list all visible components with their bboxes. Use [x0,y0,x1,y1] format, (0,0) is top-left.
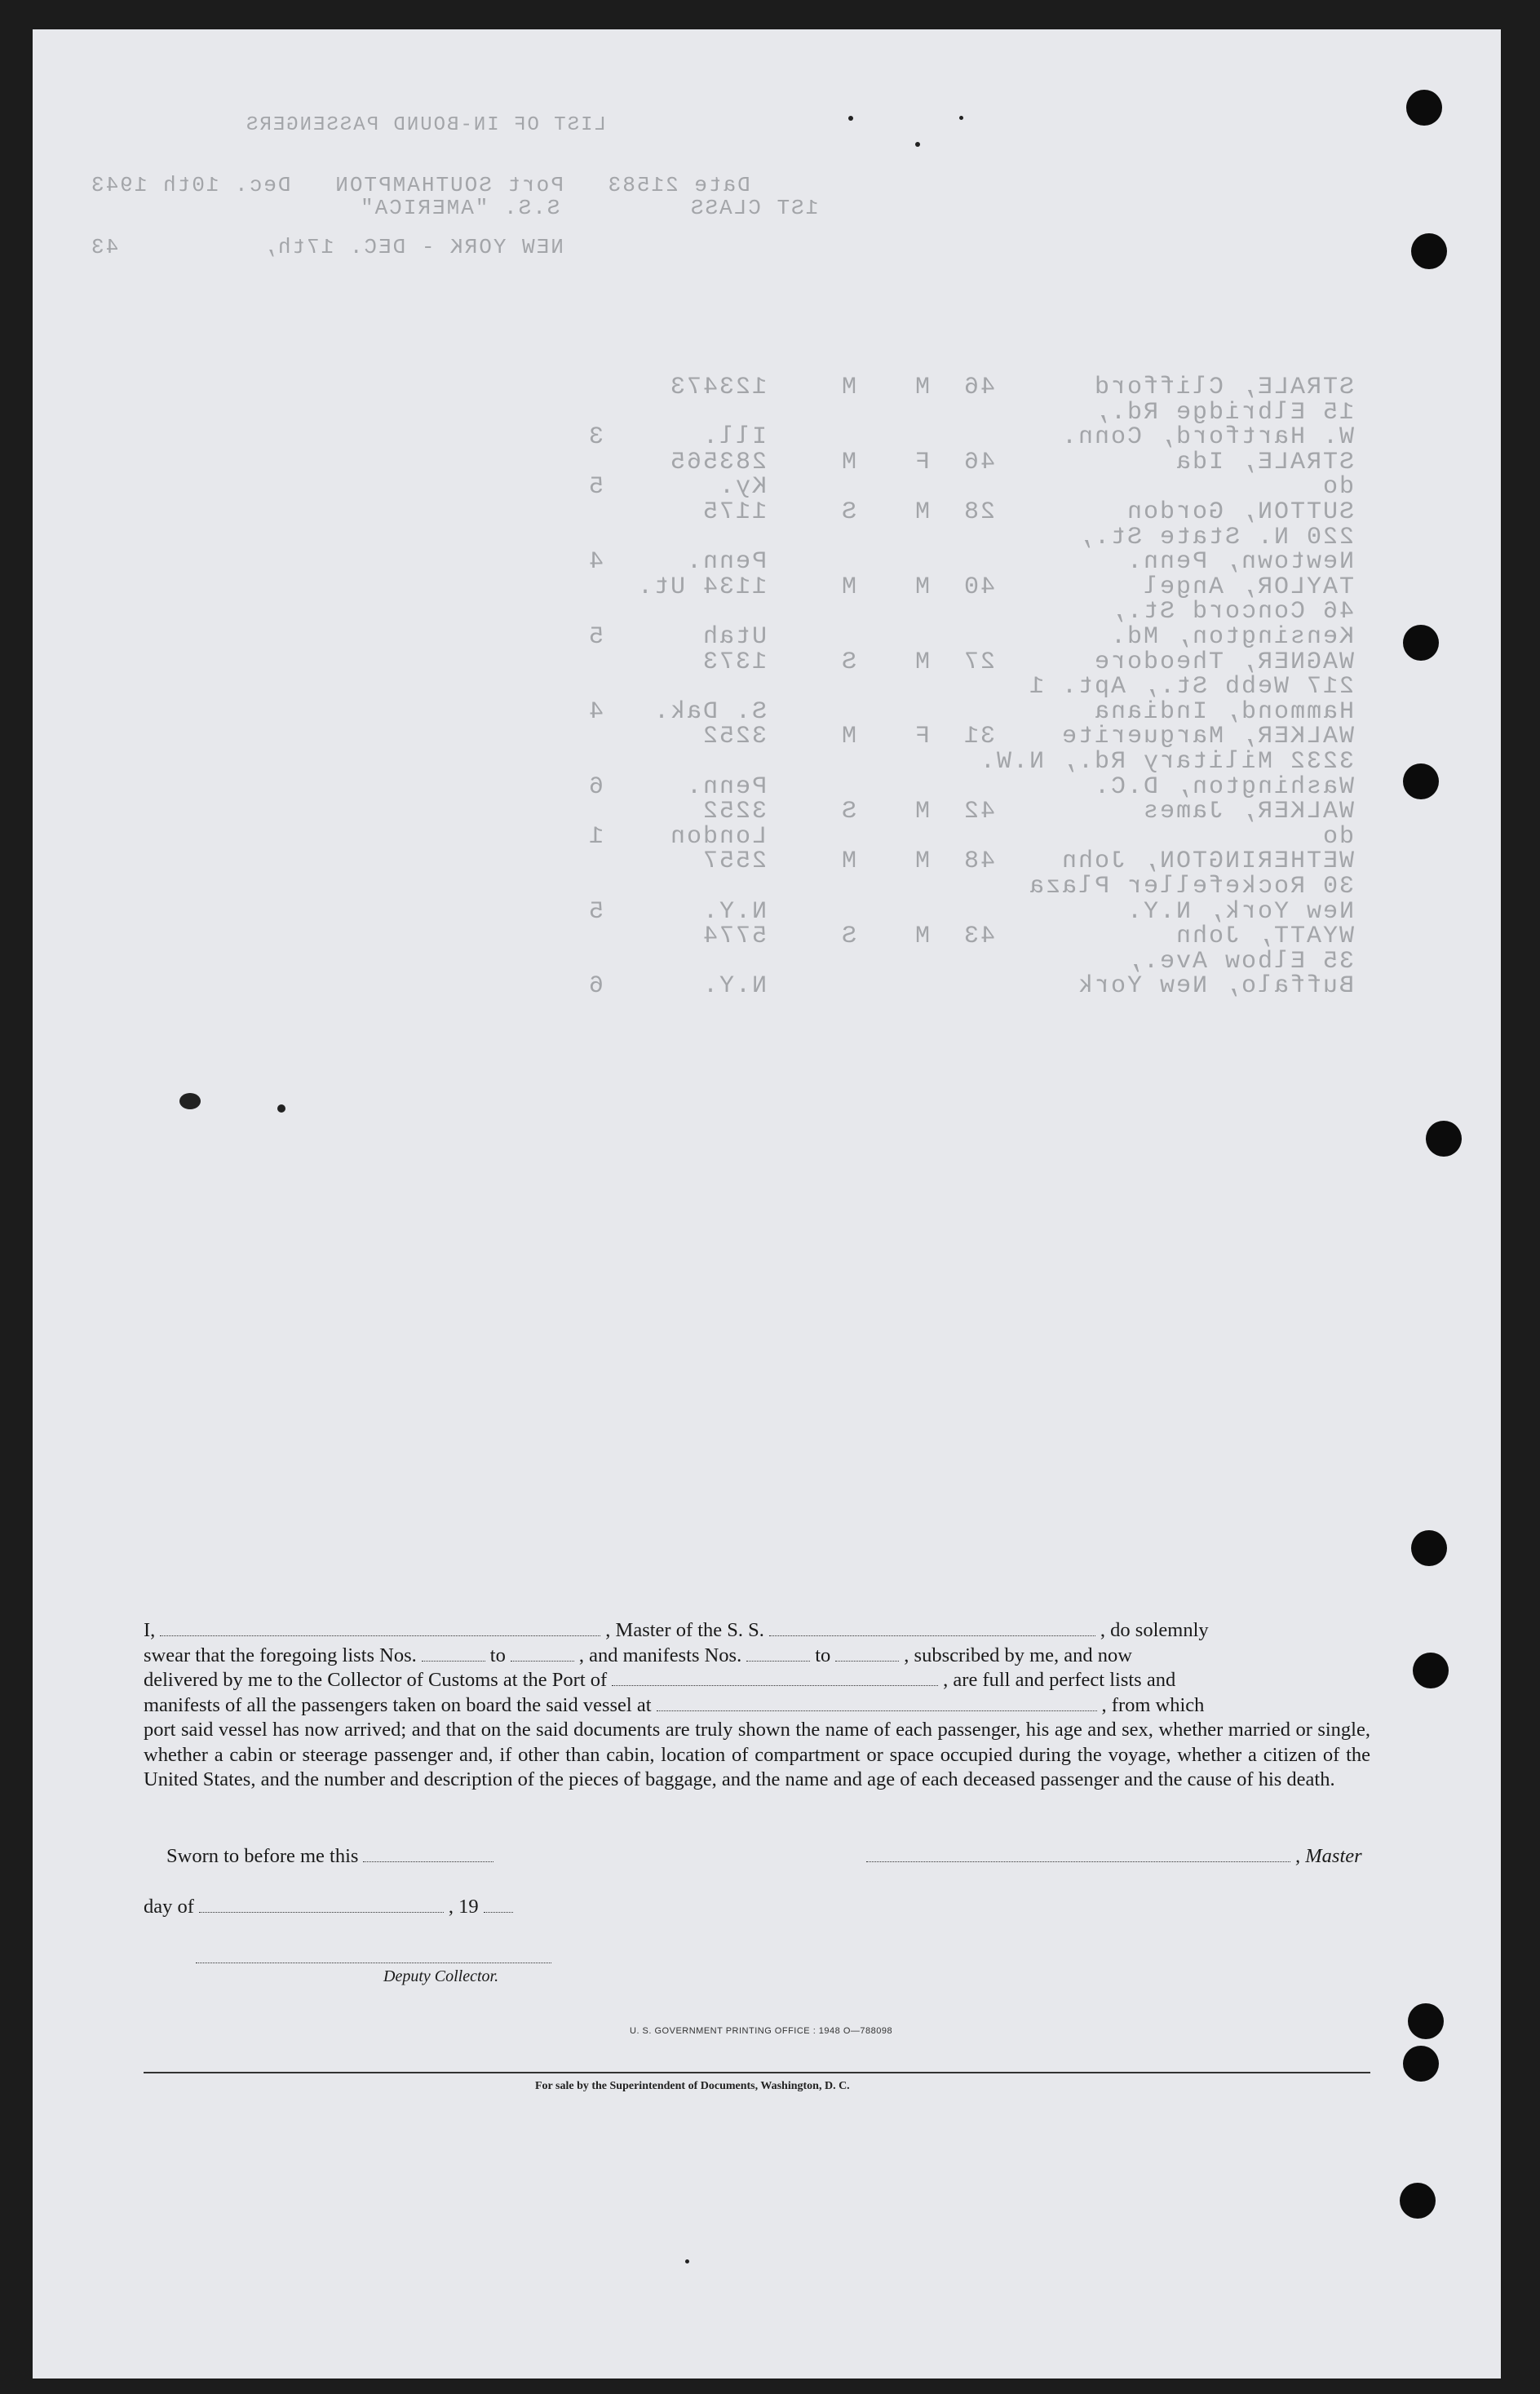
bleed-cell-name: Washington, D.C. [1092,772,1354,801]
ink-speck [685,2259,689,2263]
bleed-cell-name: WALKER, Marguerite [1060,723,1354,751]
bleed-cell-age [930,399,995,427]
bleed-cell-no: Penn. [684,548,767,577]
oath-paragraph [144,1618,1370,1793]
bleed-cell-status: M [839,723,856,751]
bleed-row [489,648,1354,676]
gpo-imprint: U. S. GOVERNMENT PRINTING OFFICE : 1948 O—788098 [630,2026,893,2036]
bleed-row [489,898,1354,926]
bleed-cell-age [930,873,995,901]
bleed-cell-sex [856,399,930,427]
bleed-cell-age [930,623,995,651]
bleed-cell-no: Utah [701,623,767,651]
oath-text: , and manifests Nos. [578,1644,742,1666]
bleed-cell-no: 283565 [668,448,767,476]
bleed-cell-status [767,972,856,1000]
bleed-cell-age [930,748,995,776]
bleed-cell-sex [856,673,930,701]
bleed-cell-cls [489,399,604,427]
bleed-cell-name: TAYLOR, Angel [1141,573,1354,601]
bleed-cell-name: do [1321,822,1354,851]
bleed-cell-sex [856,823,930,851]
bleed-cell-sex: M [913,498,930,526]
bleed-cell-sex [856,473,930,501]
bleed-header: LIST OF IN-BOUND PASSENGERS [245,114,606,136]
bleed-cell-status: M [839,448,856,476]
bleed-cell-status: S [839,648,856,676]
bleed-cell-cls [489,873,604,901]
bleed-cell-name: do [1321,473,1354,502]
bleed-cell-name: 15 Elbridge Rd., [1092,398,1354,427]
bleed-cell-no: 1373 [701,648,767,676]
bleed-cell-age [930,823,995,851]
punch-hole [1403,2046,1439,2082]
bleed-cell-cls: 1 [586,822,604,851]
bleed-cell-no: Penn. [684,772,767,801]
manifest-sheet [33,29,1501,2379]
oath-text: to [815,1644,831,1666]
bleed-cell-cls [489,723,604,750]
bleed-cell-status [767,423,856,451]
bleed-cell-name: New York, N.Y. [1125,897,1354,926]
bleed-cell-sex: M [913,573,930,601]
bleed-cell-cls: 5 [586,897,604,926]
bleed-cell-status [767,948,856,976]
sworn-label: Sworn to before me this [166,1845,359,1867]
bleed-row [489,823,1354,851]
oath-text: delivered by me to the Collector of Customs at the Port of [144,1669,608,1691]
bleed-cell-sex [856,548,930,576]
bleed-cell-no [604,748,767,776]
month-field[interactable] [199,1897,444,1913]
day-line [144,1896,518,1918]
bleed-cell-sex [856,748,930,776]
bleed-cell-status [767,524,856,551]
bleed-cell-status [767,673,856,701]
bleed-cell-name: 3232 Military Rd., N.W. [978,748,1354,776]
bleed-row [489,548,1354,576]
manifest-to-field[interactable] [835,1644,899,1662]
bleed-cell-sex [856,598,930,626]
bleed-cell-status: M [839,847,856,876]
bleed-cell-cls [489,923,604,950]
bleed-cell-name: 30 Rockefeller Plaza [1027,873,1354,901]
bleed-cell-age [930,598,995,626]
bleed-cell-no [604,598,767,626]
bleed-cell-cls: 4 [586,697,604,726]
bleed-cell-age [930,698,995,726]
bleed-cell-no: 5774 [701,923,767,951]
bleed-cell-status [767,773,856,801]
bleed-cell-sex [856,623,930,651]
bleed-cell-age [930,548,995,576]
master-signature-line [861,1845,1362,1868]
oath-text: to [489,1644,506,1666]
bleed-cell-cls [489,573,604,601]
bleed-cell-status: M [839,573,856,601]
year-label: , 19 [448,1896,479,1918]
bleed-row [489,972,1354,1000]
bleed-cell-no [604,399,767,427]
bleed-cell-sex: M [913,374,930,401]
bleed-cell-no: 123473 [668,374,767,401]
bleed-cell-no [604,948,767,976]
oath-text: , Master of the S. S. [605,1619,764,1641]
oath-text: swear that the foregoing lists Nos. [144,1644,417,1666]
bleed-cell-status [767,698,856,726]
oath-text: manifests of all the passengers taken on board the said vessel at [144,1693,652,1716]
oath-text: , do solemnly [1100,1619,1209,1641]
bleed-cell-status: M [839,374,856,401]
bleed-cell-name: WETHERINGTON, John [1060,847,1354,876]
bleed-row [489,374,1354,401]
sworn-line [166,1845,498,1868]
bleed-cell-name: W. Hartford, Conn. [1060,423,1354,452]
bleed-cell-sex [856,948,930,976]
master-name-field[interactable] [160,1619,600,1636]
bleed-cell-status [767,473,856,501]
bleed-cell-cls [489,847,604,875]
bleed-cell-status [767,623,856,651]
bleed-cell-sex: M [913,648,930,676]
bleed-cell-no: 3252 [701,723,767,751]
bleed-cell-no: 2557 [701,847,767,876]
bleed-cell-age [930,773,995,801]
deputy-collector-label: Deputy Collector. [383,1967,499,1985]
bleed-row [489,847,1354,875]
for-sale-notice: For sale by the Superintendent of Documents, Washington, D. C. [535,2080,850,2092]
bleed-cell-cls: 3 [586,423,604,452]
bleed-header: 1ST CLASS S.S. "AMERICA" [359,196,819,220]
bleed-cell-age [930,524,995,551]
bleed-cell-no: London [668,822,767,851]
year-field[interactable] [484,1897,513,1913]
port-field[interactable] [612,1669,938,1686]
bleed-cell-status: S [839,498,856,526]
bleed-row [489,923,1354,950]
bleed-cell-name: Kensington, Md. [1109,623,1354,651]
bleed-cell-no [604,873,767,901]
bleed-cell-age [930,898,995,926]
bleed-cell-age: 28 [962,498,995,526]
bleed-cell-no: N.Y. [701,972,767,1001]
bleed-cell-status [767,823,856,851]
bleed-cell-age: 42 [962,798,995,826]
bleed-cell-no [604,673,767,701]
punch-hole [1408,2003,1444,2039]
oath-text: I, [144,1619,156,1641]
bleed-cell-name: Newtown, Penn. [1125,548,1354,577]
bleed-cell-cls: 6 [586,772,604,801]
ship-name-field[interactable] [769,1619,1095,1636]
bleed-cell-cls [489,598,604,626]
bleed-cell-no [604,524,767,551]
bleed-cell-cls [489,798,604,825]
bleed-cell-sex [856,423,930,451]
bleed-header: NEW YORK - DEC. 17th, 43 [90,235,564,259]
bleed-row [489,573,1354,601]
bleed-cell-cls [489,524,604,551]
bleed-cell-age: 31 [962,723,995,751]
bleed-cell-name: Buffalo, New York [1076,972,1354,1001]
bleed-cell-age: 46 [962,448,995,476]
bleed-cell-sex [856,972,930,1000]
bleed-cell-cls [489,498,604,526]
master-signature-field[interactable] [866,1847,1290,1862]
bleed-cell-age [930,423,995,451]
bleed-cell-age: 46 [962,374,995,401]
bleed-cell-sex: M [913,847,930,876]
bleed-cell-status [767,399,856,427]
bleed-row [489,798,1354,825]
bleed-row [489,873,1354,901]
bleed-row [489,473,1354,501]
bleed-row [489,948,1354,976]
departure-port-field[interactable] [657,1694,1097,1711]
bleed-cell-cls: 4 [586,548,604,577]
bleed-cell-status [767,873,856,901]
bleed-cell-status: S [839,798,856,826]
bleed-cell-no: Ill. [701,423,767,452]
bleed-cell-status [767,548,856,576]
bleed-cell-name: SUTTON, Gordon [1125,498,1354,526]
list-from-field[interactable] [422,1644,485,1662]
bleed-cell-cls [489,374,604,401]
master-label: , Master [1295,1845,1362,1867]
bleed-cell-no: S. Dak. [652,697,767,726]
bleed-cell-status [767,748,856,776]
bleed-cell-status [767,598,856,626]
oath-text: , are full and perfect lists and [943,1669,1176,1691]
bleed-cell-no: 1175 [701,498,767,526]
manifest-from-field[interactable] [746,1644,810,1662]
bleed-cell-age [930,972,995,1000]
bleed-cell-age [930,948,995,976]
bleed-row [489,598,1354,626]
bleed-cell-cls [489,948,604,976]
bleed-cell-sex: M [913,798,930,826]
bleed-row [489,498,1354,526]
bleed-row [489,673,1354,701]
bleed-row [489,524,1354,551]
bleed-cell-name: WALKER, James [1141,798,1354,826]
bleed-cell-age: 48 [962,847,995,876]
bleed-row [489,698,1354,726]
bleed-cell-sex [856,873,930,901]
bleed-cell-name: 35 Elbow Ave., [1125,947,1354,976]
bleed-cell-name: STRALE, Clifford [1092,374,1354,401]
day-of-label: day of [144,1896,194,1918]
bleed-header: Date 21583 Port SOUTHAMPTON Dec. 10th 1943 [90,173,750,197]
bleed-cell-cls [489,673,604,701]
bleed-row [489,773,1354,801]
bleed-row [489,623,1354,651]
punch-hole [1411,1530,1447,1566]
bleed-cell-name: STRALE, Ida [1174,448,1354,476]
bleed-cell-cls [489,748,604,776]
bleed-row [489,449,1354,476]
bleed-cell-sex: F [913,723,930,751]
bleed-through-text [33,29,1501,1155]
bleed-cell-cls: 6 [586,972,604,1001]
bleed-cell-name: 217 Webb St., Apt. 1 [1027,673,1354,701]
list-to-field[interactable] [511,1644,574,1662]
bleed-cell-no: 1134 Ut. [635,573,767,601]
footer-rule [144,2072,1370,2073]
punch-hole [1413,1653,1449,1688]
bleed-row [489,399,1354,427]
bleed-cell-cls: 5 [586,623,604,651]
bleed-cell-no: 3252 [701,798,767,826]
bleed-cell-sex [856,524,930,551]
bleed-cell-name: Hammond, Indiana [1092,697,1354,726]
bleed-cell-name: WYATT, John [1174,923,1354,951]
oath-text: , subscribed by me, and now [904,1644,1132,1666]
bleed-cell-name: WAGNER, Theodore [1092,648,1354,676]
oath-body: port said vessel has now arrived; and that on the said documents are truly shown the name of each passenger, his age and sex, whether married or single, whether a cabin or steerage passenger and, if other than cabin, location of compartment or space occupied during the voyage, whether a citizen of the United States, and the number and description of the pieces of baggage, and the name and age of each deceased passenger and the cause of his death. [144,1719,1370,1790]
bleed-cell-name: 46 Concord St., [1109,598,1354,626]
bleed-cell-age [930,673,995,701]
bleed-cell-cls [489,449,604,476]
bleed-cell-cls: 5 [586,473,604,502]
oath-text: , from which [1101,1693,1205,1716]
bleed-cell-sex [856,898,930,926]
bleed-cell-cls [489,648,604,676]
sworn-date-field[interactable] [363,1847,493,1862]
bleed-row [489,748,1354,776]
bleed-cell-sex [856,698,930,726]
bleed-cell-sex [856,773,930,801]
bleed-cell-name: 220 N. State St., [1076,523,1354,551]
bleed-row [489,423,1354,451]
bleed-row [489,723,1354,750]
bleed-cell-age: 27 [962,648,995,676]
bleed-cell-no: N.Y. [701,897,767,926]
punch-hole [1400,2183,1436,2219]
bleed-cell-sex: F [913,448,930,476]
bleed-cell-status: S [839,923,856,951]
bleed-cell-age: 43 [962,923,995,951]
bleed-cell-no: Ky. [717,473,767,502]
bleed-cell-sex: M [913,923,930,951]
bleed-cell-age [930,473,995,501]
bleed-cell-status [767,898,856,926]
bleed-cell-age: 40 [962,573,995,601]
